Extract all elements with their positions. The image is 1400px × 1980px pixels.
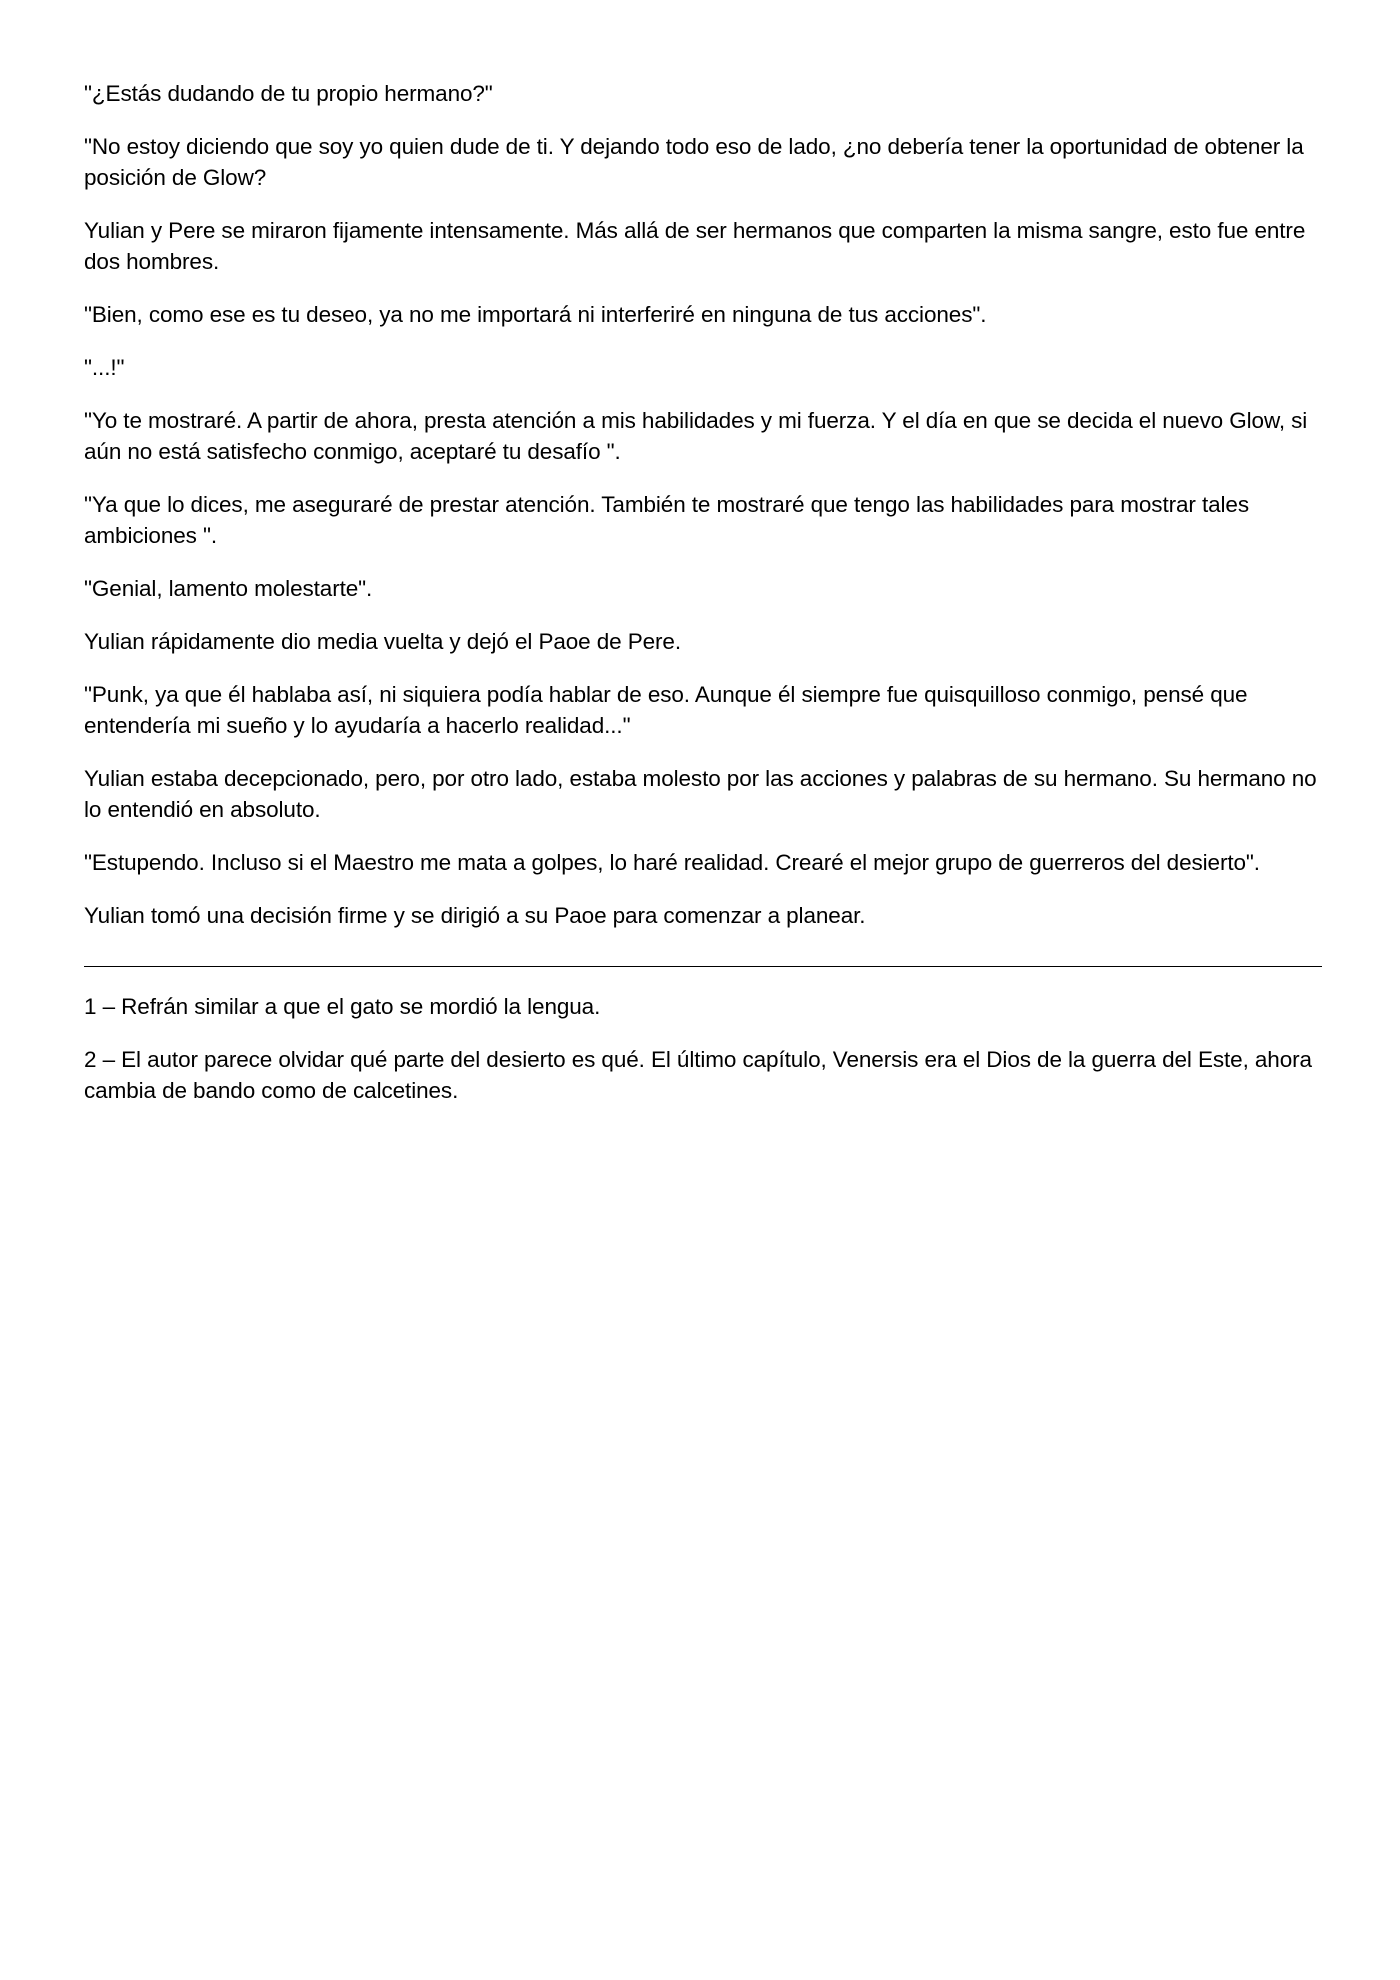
footnote-divider — [84, 966, 1322, 967]
paragraph: "Ya que lo dices, me aseguraré de prestar atención. También te mostraré que tengo las habilidades para mostrar tales ambiciones ". — [84, 492, 1249, 548]
paragraph: "Punk, ya que él hablaba así, ni siquiera podía hablar de eso. Aunque él siempre fue quisquilloso conmigo, pensé que entendería mi sueño y lo ayudaría a hacerlo realidad..." — [84, 682, 1248, 738]
paragraph: Yulian tomó una decisión firme y se dirigió a su Paoe para comenzar a planear. — [84, 903, 866, 928]
paragraph: "Estupendo. Incluso si el Maestro me mata a golpes, lo haré realidad. Crearé el mejor grupo de guerreros del desierto". — [84, 850, 1260, 875]
paragraph: "No estoy diciendo que soy yo quien dude de ti. Y dejando todo eso de lado, ¿no debería tener la oportunidad de obtener la posición de Glow? — [84, 134, 1304, 190]
paragraph: Yulian y Pere se miraron fijamente intensamente. Más allá de ser hermanos que comparten la misma sangre, esto fue entre dos hombres. — [84, 218, 1306, 274]
footnotes — [84, 991, 1322, 1106]
footnote: 2 – El autor parece olvidar qué parte del desierto es qué. El último capítulo, Venersis era el Dios de la guerra del Este, ahora cambia de bando como de calcetines. — [84, 1047, 1312, 1103]
document-page — [84, 78, 1322, 1128]
body-text — [84, 78, 1322, 931]
paragraph: "Yo te mostraré. A partir de ahora, presta atención a mis habilidades y mi fuerza. Y el día en que se decida el nuevo Glow, si aún no está satisfecho conmigo, aceptaré tu desafío ". — [84, 408, 1308, 464]
paragraph: "Bien, como ese es tu deseo, ya no me importará ni interferiré en ninguna de tus acciones". — [84, 302, 987, 327]
paragraph: Yulian estaba decepcionado, pero, por otro lado, estaba molesto por las acciones y palabras de su hermano. Su hermano no lo entendió en absoluto. — [84, 766, 1317, 822]
footnote: 1 – Refrán similar a que el gato se mordió la lengua. — [84, 994, 601, 1019]
paragraph: Yulian rápidamente dio media vuelta y dejó el Paoe de Pere. — [84, 629, 681, 654]
paragraph: "¿Estás dudando de tu propio hermano?" — [84, 81, 493, 106]
paragraph: "...!" — [84, 355, 125, 380]
paragraph: "Genial, lamento molestarte". — [84, 576, 373, 601]
